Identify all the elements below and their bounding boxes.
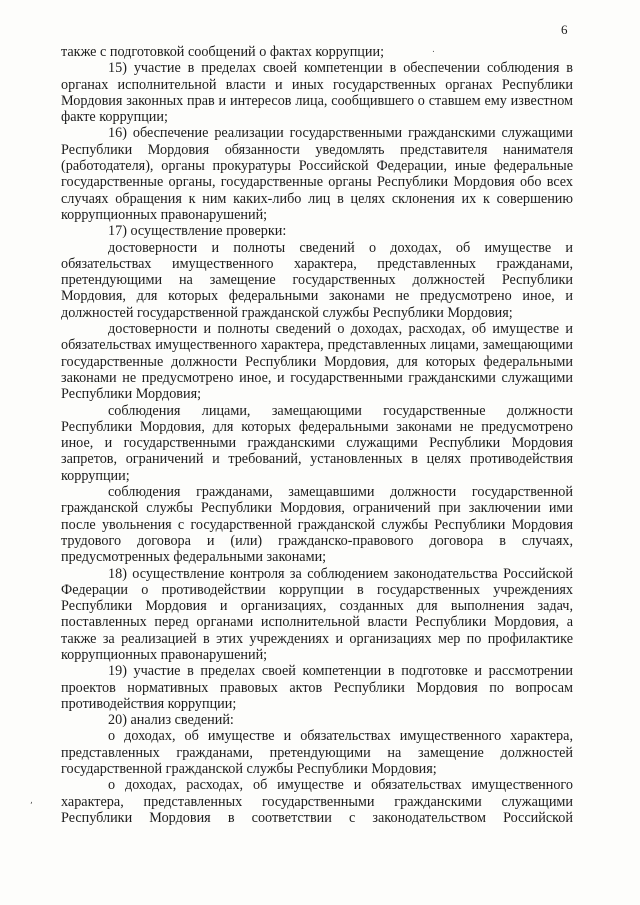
paragraph-item-19: 19) участие в пределах своей компетенции в подготовке и рассмотрении проектов нормативных правовых актов Республики Мордовия по вопросам противодействия коррупции; [61,663,573,712]
paragraph-item-16: 16) обеспечение реализации государственными гражданскими служащими Республики Мордовия обязанности уведомлять представителя нанимателя (работодателя), органы прокуратуры Российской Федерации, иные федеральные государственные органы, государственные органы Республики Мордовия обо всех случаях обращения к ним каких-либо лиц в целях склонения их к совершению коррупционных правонарушений; [61,125,573,223]
paragraph-item-17-sub-3: соблюдения лицами, замещающими государственные должности Республики Мордовия, для которых федеральными законами не предусмотрено иное, и государственными гражданскими служащими Республики Мордовия запретов, ограничений и требований, установленных в целях противодействия коррупции; [61,402,573,484]
scan-speck: , [30,796,33,806]
paragraph-continuation: также с подготовкой сообщений о фактах коррупции; [61,44,385,60]
document-body [61,44,573,826]
paragraph-item-20-sub-1: о доходах, об имуществе и обязательствах имущественного характера, представленных гражданами, претендующими на замещение должностей государственной гражданской службы Республики Мордовия; [61,728,573,778]
paragraph-item-17: 17) осуществление проверки: [108,223,287,240]
paragraph-item-15: 15) участие в пределах своей компетенции в обеспечении соблюдения в органах исполнительной власти и иных государственных органах Республики Мордовия законных прав и интересов лица, сообщившего о ставшем ему известном факте коррупции; [61,60,573,126]
scan-speck: . [432,45,435,55]
paragraph-item-17-sub-1: достоверности и полноты сведений о доходах, об имуществе и обязательствах имущественного характера, представленных гражданами, претендующими на замещение государственных должностей Республики Мордовия, для которых федеральными законами не предусмотрено иное, и должностей государственной гражданской службы Республики Мордовия; [61,239,573,321]
paragraph-item-20-sub-2: о доходах, расходах, об имуществе и обязательствах имущественного характера, представленных государственными гражданскими служащими Республики Мордовия в соответствии с законодательством Российской [61,777,573,826]
paragraph-item-17-sub-4: соблюдения гражданами, замещавшими должности государственной гражданской службы Республики Мордовия, ограничений при заключении ими после увольнения с государственной гражданской службы Республики Мордовия трудового договора и (или) гражданско-правового договора в случаях, предусмотренных федеральными законами; [61,484,573,566]
paragraph-item-20: 20) анализ сведений: [108,712,234,729]
paragraph-item-18: 18) осуществление контроля за соблюдением законодательства Российской Федерации о противодействии коррупции в государственных учреждениях Республики Мордовия и организациях, созданных для выполнения задач, поставленных перед органами исполнительной власти Республики Мордовия, а также за реализацией в этих учреждениях и организациях мер по профилактике коррупционных правонарушений; [61,565,573,663]
page-number: 6 [561,22,568,37]
paragraph-item-17-sub-2: достоверности и полноты сведений о доходах, расходах, об имуществе и обязательствах имущественного характера, представленных лицами, замещающими государственные должности Республики Мордовия, для которых федеральными законами не предусмотрено иное, и государственными гражданскими служащими Республики Мордовия; [61,321,573,403]
